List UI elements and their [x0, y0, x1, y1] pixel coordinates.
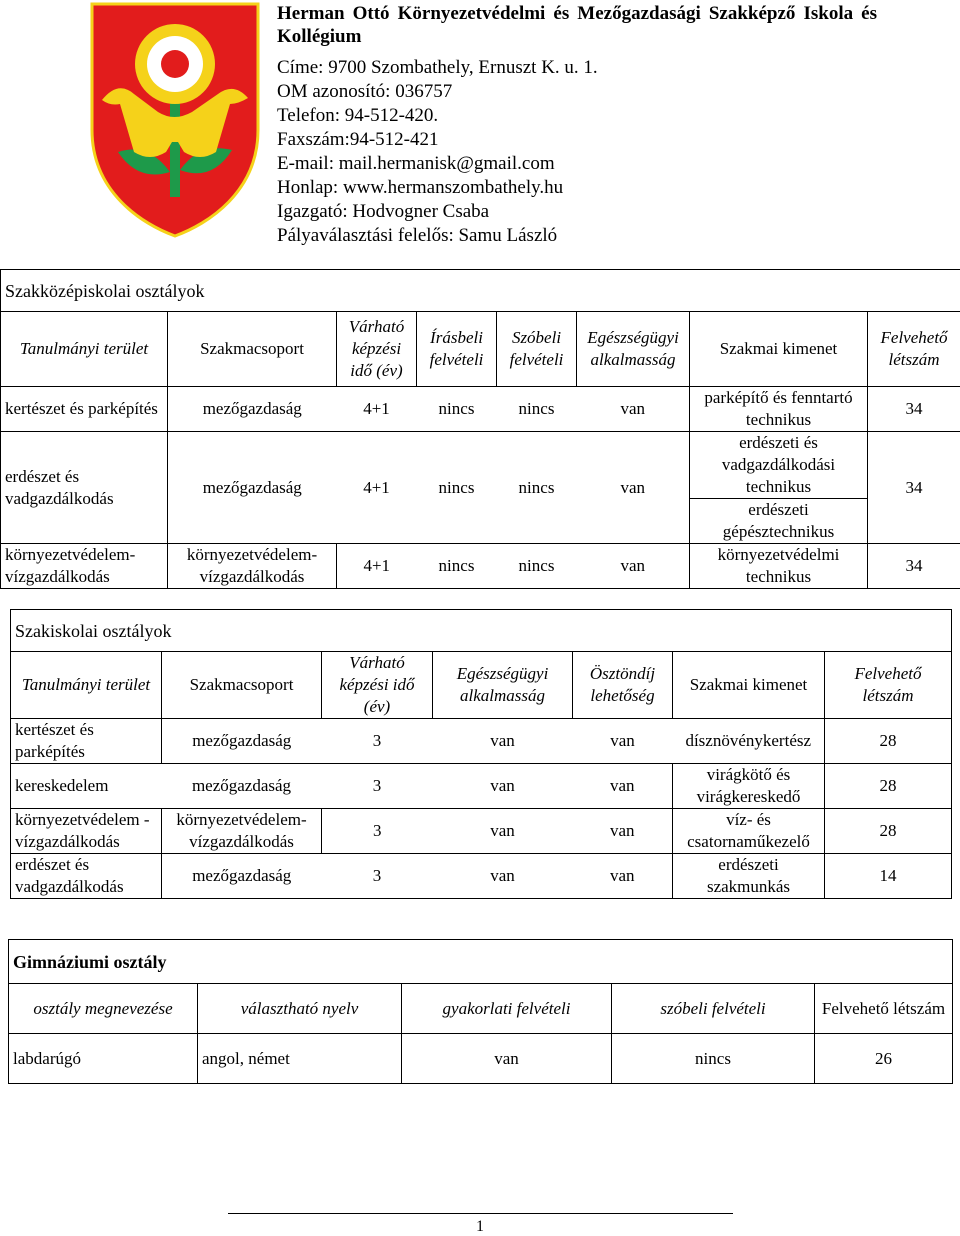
years-cell: 3: [322, 809, 433, 854]
written-cell: nincs: [417, 432, 497, 544]
outcome-cell: erdészeti és vadgazdálkodási technikus: [690, 432, 868, 499]
count-cell: 34: [868, 387, 960, 432]
area-cell: környezetvédelem-vízgazdálkodás: [1, 544, 168, 589]
table-row: [1, 544, 960, 589]
area-cell: kertészet és parképítés: [1, 387, 168, 432]
group-cell: mezőgazdaság: [168, 387, 337, 432]
grant-cell: van: [573, 854, 673, 899]
header-cell: Szakmai kimenet: [673, 652, 825, 719]
outcome-cell: erdészeti gépésztechnikus: [690, 499, 868, 544]
school-director: Igazgató: Hodvogner Csaba: [277, 200, 877, 224]
header-cell: Szakmai kimenet: [690, 312, 868, 387]
gimnazium-title: Gimnáziumi osztály: [9, 940, 953, 984]
header-cell: Tanulmányi terület: [11, 652, 162, 719]
header-cell: Tanulmányi terület: [1, 312, 168, 387]
gimnazium-header-row: [9, 984, 953, 1034]
grant-cell: van: [573, 764, 673, 809]
health-cell: van: [577, 544, 690, 589]
header-cell: Írásbeli felvételi: [417, 312, 497, 387]
count-cell: 26: [815, 1034, 953, 1084]
count-cell: 34: [868, 432, 960, 544]
count-cell: 34: [868, 544, 960, 589]
header-cell: Várható képzési idő (év): [337, 312, 417, 387]
school-career-contact: Pályaválasztási felelős: Samu László: [277, 224, 877, 248]
group-cell: mezőgazdaság: [162, 854, 322, 899]
oral-cell: nincs: [497, 544, 577, 589]
school-website: Honlap: www.hermanszombathely.hu: [277, 176, 877, 200]
header-cell: Várható képzési idő (év): [322, 652, 433, 719]
language-cell: angol, német: [198, 1034, 402, 1084]
area-cell: környezetvédelem -vízgazdálkodás: [11, 809, 162, 854]
outcome-cell: környezetvédelmi technikus: [690, 544, 868, 589]
header-cell: Ösztöndíj lehetőség: [573, 652, 673, 719]
years-cell: 4+1: [337, 387, 417, 432]
health-cell: van: [433, 719, 573, 764]
health-cell: van: [433, 809, 573, 854]
szakiskola-table: [10, 609, 952, 899]
header-cell: Felvehető létszám: [825, 652, 952, 719]
area-cell: erdészet és vadgazdálkodás: [11, 854, 162, 899]
health-cell: van: [433, 854, 573, 899]
header-cell: Szakmacsoport: [168, 312, 337, 387]
header-cell: Egészségügyi alkalmasság: [577, 312, 690, 387]
oral-cell: nincs: [497, 387, 577, 432]
count-cell: 14: [825, 854, 952, 899]
count-cell: 28: [825, 719, 952, 764]
health-cell: van: [577, 387, 690, 432]
header-cell: Egészségügyi alkalmasság: [433, 652, 573, 719]
years-cell: 3: [322, 719, 433, 764]
table-row: [1, 387, 960, 432]
table-row: [11, 809, 952, 854]
header-cell: Szakmacsoport: [162, 652, 322, 719]
header-cell: választható nyelv: [198, 984, 402, 1034]
header-cell: szóbeli felvételi: [612, 984, 815, 1034]
years-cell: 4+1: [337, 544, 417, 589]
header-cell: Felvehető létszám: [815, 984, 953, 1034]
school-fax: Faxszám:94-512-421: [277, 128, 877, 152]
oral-cell: nincs: [612, 1034, 815, 1084]
group-cell: környezetvédelem-vízgazdálkodás: [162, 809, 322, 854]
outcome-cell: víz- és csatornaműkezelő: [673, 809, 825, 854]
table-row: [11, 764, 952, 809]
footer-divider: [228, 1213, 733, 1214]
group-cell: mezőgazdaság: [162, 764, 322, 809]
area-cell: kertészet és parképítés: [11, 719, 162, 764]
years-cell: 4+1: [337, 432, 417, 544]
written-cell: nincs: [417, 544, 497, 589]
szakkozep-header-row: [1, 312, 960, 387]
group-cell: mezőgazdaság: [162, 719, 322, 764]
school-om-id: OM azonosító: 036757: [277, 80, 877, 104]
header-cell: gyakorlati felvételi: [402, 984, 612, 1034]
school-info: [277, 2, 877, 248]
header-cell: Felvehető létszám: [868, 312, 960, 387]
years-cell: 3: [322, 854, 433, 899]
school-crest-logo: [88, 2, 262, 238]
szakiskola-header-row: [11, 652, 952, 719]
table-row: [11, 854, 952, 899]
oral-cell: nincs: [497, 432, 577, 544]
school-phone: Telefon: 94-512-420.: [277, 104, 877, 128]
outcome-cell: erdészeti szakmunkás: [673, 854, 825, 899]
group-cell: mezőgazdaság: [168, 432, 337, 544]
class-name-cell: labdarúgó: [9, 1034, 198, 1084]
table-row: [9, 1034, 953, 1084]
grant-cell: van: [573, 809, 673, 854]
count-cell: 28: [825, 764, 952, 809]
szakkozep-table: [0, 269, 960, 589]
health-cell: van: [577, 432, 690, 544]
page-number: 1: [0, 1218, 960, 1236]
school-email: E-mail: mail.hermanisk@gmail.com: [277, 152, 877, 176]
health-cell: van: [433, 764, 573, 809]
header-cell: Szóbeli felvételi: [497, 312, 577, 387]
szakiskola-title: Szakiskolai osztályok: [11, 610, 952, 652]
written-cell: nincs: [417, 387, 497, 432]
header-cell: osztály megnevezése: [9, 984, 198, 1034]
gimnazium-table: [8, 939, 953, 1084]
years-cell: 3: [322, 764, 433, 809]
school-name: Herman Ottó Környezetvédelmi és Mezőgazdasági Szakképző Iskola és Kollégium: [277, 2, 877, 48]
group-cell: környezetvédelem-vízgazdálkodás: [168, 544, 337, 589]
outcome-cell: virágkötő és virágkereskedő: [673, 764, 825, 809]
outcome-cell: parképítő és fenntartó technikus: [690, 387, 868, 432]
outcome-cell: dísznövénykertész: [673, 719, 825, 764]
area-cell: kereskedelem: [11, 764, 162, 809]
practical-cell: van: [402, 1034, 612, 1084]
area-cell: erdészet és vadgazdálkodás: [1, 432, 168, 544]
szakkozep-title: Szakközépiskolai osztályok: [1, 270, 960, 312]
school-address: Címe: 9700 Szombathely, Ernuszt K. u. 1.: [277, 56, 877, 80]
table-row: [1, 432, 960, 499]
count-cell: 28: [825, 809, 952, 854]
table-row: [11, 719, 952, 764]
grant-cell: van: [573, 719, 673, 764]
